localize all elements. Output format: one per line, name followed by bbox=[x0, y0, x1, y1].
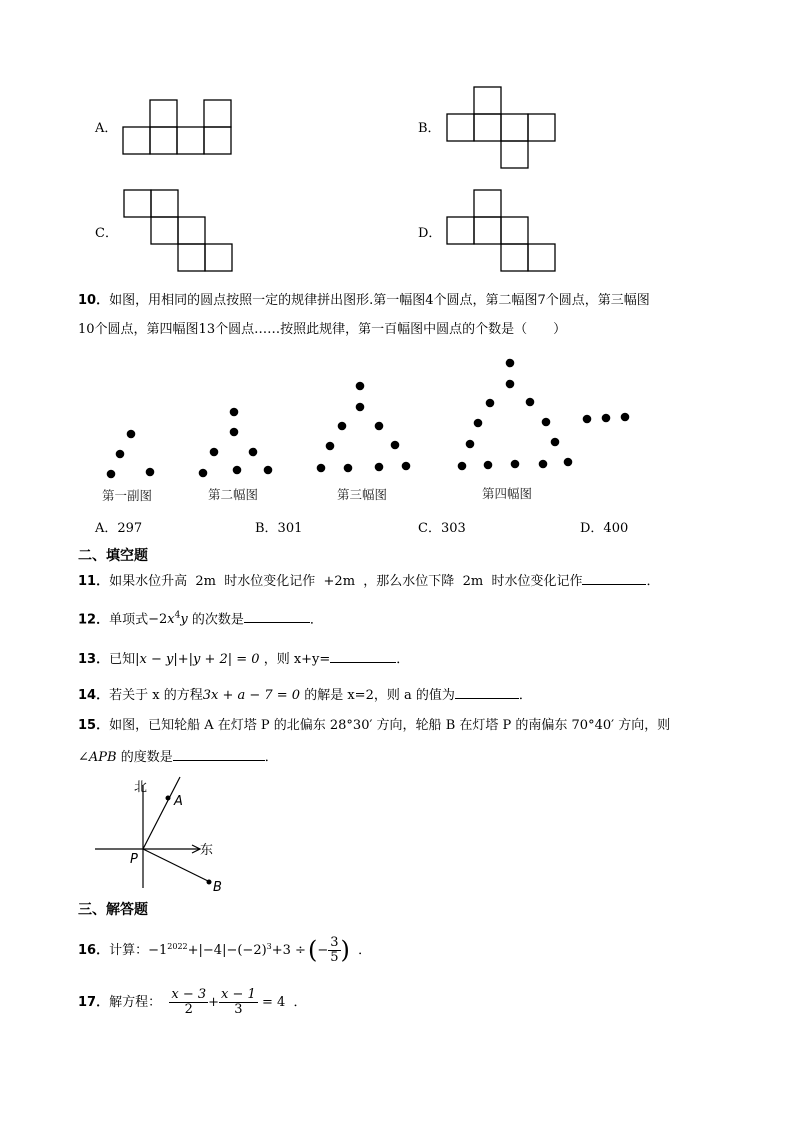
point-b bbox=[207, 880, 212, 885]
q10-choice-c[interactable]: C．303 bbox=[418, 521, 466, 536]
q11-answer-blank[interactable] bbox=[582, 572, 646, 585]
dot bbox=[375, 422, 384, 431]
q15-line2 bbox=[78, 748, 278, 766]
q13-end: ． bbox=[396, 652, 410, 667]
q15-text-1: 如图，已知轮船 A 在灯塔 P 的北偏东 28°30′ 方向，轮船 B 在灯塔 P 的南偏东 70°40′ 方向，则 bbox=[109, 718, 671, 733]
q15-angle: ∠APB bbox=[78, 750, 117, 765]
dot bbox=[356, 403, 365, 412]
q11 bbox=[78, 572, 659, 590]
dot bbox=[542, 418, 551, 427]
caption-figure-3: 第三幅图 bbox=[337, 487, 388, 502]
q11-text-4: 时水位变化记作 bbox=[491, 574, 583, 589]
dot bbox=[233, 466, 242, 475]
dot bbox=[402, 462, 411, 471]
q14-end: ． bbox=[518, 688, 532, 703]
q16-fraction bbox=[328, 936, 340, 965]
q10-text-1: 如图，用相同的圆点按照一定的规律拼出图形.第一幅图4个圆点，第二幅图7个圆点，第三幅图 bbox=[109, 293, 650, 308]
q16-exp-a: 2022 bbox=[167, 942, 188, 951]
q11-end: ． bbox=[646, 574, 660, 589]
q16-frac-num: 3 bbox=[330, 934, 339, 950]
q12-answer-blank[interactable] bbox=[244, 610, 310, 623]
q14 bbox=[78, 686, 532, 704]
dot bbox=[551, 438, 560, 447]
option-c-net-figure bbox=[121, 187, 241, 275]
q10-choice-d[interactable]: D．400 bbox=[580, 521, 629, 536]
q13-number: 13． bbox=[78, 652, 110, 667]
q13-answer-blank[interactable] bbox=[330, 650, 396, 663]
q17-rhs: = 4 bbox=[261, 994, 286, 1010]
dot bbox=[338, 422, 347, 431]
q16-expr-b: +|−4|−(−2) bbox=[187, 942, 267, 958]
q17-number: 17． bbox=[78, 994, 110, 1010]
q14-answer-blank[interactable] bbox=[455, 686, 519, 699]
q10-number: 10． bbox=[78, 293, 110, 308]
q11-number: 11． bbox=[78, 574, 110, 589]
dot bbox=[317, 464, 326, 473]
dot bbox=[466, 440, 475, 449]
point-a bbox=[166, 796, 171, 801]
q16-paren-open: ( bbox=[307, 936, 318, 964]
section-2-title: 二、填空题 bbox=[78, 548, 148, 564]
q10-line1 bbox=[78, 292, 650, 309]
q16-paren-close: ) bbox=[340, 936, 350, 964]
q12-x: x bbox=[167, 612, 175, 628]
q15-compass-figure bbox=[90, 772, 240, 894]
dot bbox=[458, 462, 467, 471]
q10-text-2: 10个圆点，第四幅图13个圆点……按照此规律，第一百幅图中圆点的个数是（ ） bbox=[78, 322, 567, 337]
caption-figure-4: 第四幅图 bbox=[482, 486, 533, 501]
q17-f2-den: 3 bbox=[234, 1001, 243, 1017]
dot bbox=[583, 415, 592, 424]
q12-y: y bbox=[180, 612, 188, 628]
dot bbox=[210, 448, 219, 457]
dot bbox=[199, 469, 208, 478]
q16-text-1: 计算： bbox=[109, 942, 149, 958]
dot bbox=[564, 458, 573, 467]
dot bbox=[506, 380, 515, 389]
q13-text-1: 已知 bbox=[109, 652, 136, 667]
dot bbox=[391, 441, 400, 450]
q17-end: ． bbox=[293, 994, 307, 1010]
dot bbox=[474, 419, 483, 428]
q17 bbox=[78, 985, 307, 1019]
dot bbox=[356, 382, 365, 391]
q12-expr bbox=[148, 612, 188, 627]
q11-math-2: +2m bbox=[323, 574, 356, 589]
option-c-label: C． bbox=[95, 226, 118, 241]
dot bbox=[107, 470, 116, 479]
q13-text-2: ，则 x+y= bbox=[263, 652, 331, 667]
dot bbox=[146, 468, 155, 477]
dot bbox=[484, 461, 493, 470]
q14-expr: 3x + a − 7 = 0 bbox=[202, 688, 301, 703]
q14-text-1: 若关于 x 的方程 bbox=[109, 688, 203, 703]
q10-choice-b[interactable]: B．301 bbox=[255, 521, 303, 536]
label-p: P bbox=[130, 852, 138, 867]
q16-exp-b: 3 bbox=[266, 942, 272, 951]
q14-text-2: 的解是 x=2，则 a 的值为 bbox=[304, 688, 455, 703]
dot bbox=[539, 460, 548, 469]
option-d-net-figure bbox=[444, 187, 564, 275]
dot bbox=[326, 442, 335, 451]
ray-pa bbox=[143, 777, 180, 849]
dot bbox=[116, 450, 125, 459]
q17-plus: + bbox=[208, 994, 220, 1010]
q15-text-2: 的度数是 bbox=[120, 750, 173, 765]
q10-choice-a[interactable]: A．297 bbox=[95, 521, 143, 536]
q15-line1 bbox=[78, 717, 670, 734]
q17-f1-den: 2 bbox=[184, 1001, 193, 1017]
dot bbox=[249, 448, 258, 457]
dot bbox=[344, 464, 353, 473]
q16-number: 16． bbox=[78, 942, 110, 958]
option-b-label: B． bbox=[418, 121, 441, 136]
q11-text-3: ，那么水位下降 bbox=[363, 574, 455, 589]
north-label: 北 bbox=[134, 780, 148, 795]
dot bbox=[230, 428, 239, 437]
dot bbox=[602, 414, 611, 423]
q12-exp: 4 bbox=[174, 611, 181, 621]
caption-figure-2: 第二幅图 bbox=[208, 487, 259, 502]
q10-dot-patterns-figure bbox=[90, 352, 650, 512]
dot bbox=[264, 466, 273, 475]
q17-fraction-1 bbox=[169, 988, 208, 1017]
label-b: B bbox=[213, 880, 222, 894]
q15-number: 15． bbox=[78, 718, 110, 733]
q17-fraction-2 bbox=[219, 988, 258, 1017]
dot bbox=[486, 399, 495, 408]
east-label: 东 bbox=[200, 843, 214, 858]
dot bbox=[511, 460, 520, 469]
option-a-net-figure bbox=[120, 98, 240, 160]
q12-text-1: 单项式 bbox=[109, 612, 149, 628]
dot bbox=[375, 463, 384, 472]
q13-expr: |x − y|+|y + 2| = 0 bbox=[135, 652, 260, 667]
label-a: A bbox=[174, 794, 183, 809]
option-d-label: D． bbox=[418, 226, 442, 241]
q12-text-2: 的次数是 bbox=[191, 612, 244, 628]
q11-math-3: 2m bbox=[462, 574, 484, 589]
caption-figure-1: 第一副图 bbox=[102, 488, 153, 503]
q12-coef: −2 bbox=[148, 612, 168, 628]
q16-minus: − bbox=[317, 942, 329, 958]
q11-text-2: 时水位变化记作 bbox=[224, 574, 316, 589]
q16-expr-a: −1 bbox=[148, 942, 168, 958]
q16-end: ． bbox=[358, 942, 372, 958]
q16-expr-c: +3 ÷ bbox=[271, 942, 306, 958]
option-b-net-figure bbox=[444, 84, 564, 172]
q12 bbox=[78, 608, 323, 628]
q12-end: ． bbox=[309, 612, 323, 628]
option-a-label: A． bbox=[95, 121, 118, 136]
dot bbox=[526, 398, 535, 407]
q11-math-1: 2m bbox=[195, 574, 216, 589]
q11-text-1: 如果水位升高 bbox=[109, 574, 188, 589]
q15-end: ． bbox=[264, 750, 278, 765]
q17-f1-num: x − 3 bbox=[171, 986, 207, 1002]
dot bbox=[621, 413, 630, 422]
q14-number: 14． bbox=[78, 688, 110, 703]
dot bbox=[506, 359, 515, 368]
q16-frac-den: 5 bbox=[330, 949, 339, 965]
section-3-title: 三、解答题 bbox=[78, 902, 148, 918]
dot bbox=[127, 430, 136, 439]
q17-f2-num: x − 1 bbox=[221, 986, 256, 1002]
q13 bbox=[78, 650, 409, 668]
q12-number: 12． bbox=[78, 612, 110, 628]
q17-text-1: 解方程： bbox=[109, 994, 162, 1010]
dot bbox=[230, 408, 239, 417]
q16 bbox=[78, 934, 371, 966]
q15-answer-blank[interactable] bbox=[173, 748, 265, 761]
